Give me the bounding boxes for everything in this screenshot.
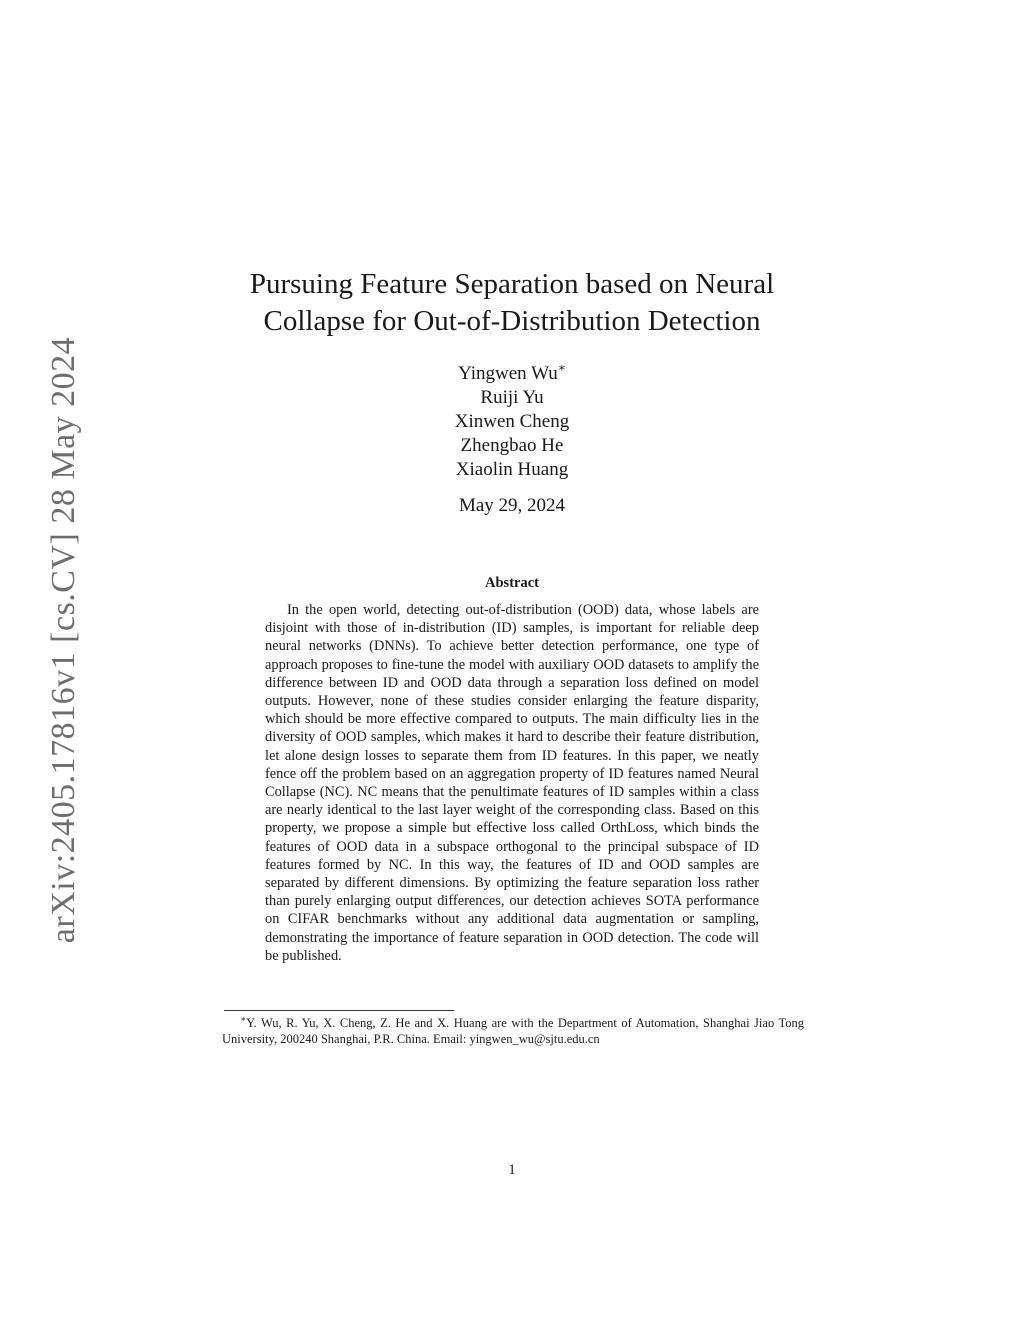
arxiv-identifier-stamp: arXiv:2405.17816v1 [cs.CV] 28 May 2024: [45, 336, 82, 944]
author-footnote-mark: ∗: [557, 360, 566, 375]
author-name-text: Xinwen Cheng: [454, 411, 570, 432]
author-list: [312, 362, 712, 482]
author-name: [312, 434, 712, 458]
author-name: [312, 458, 712, 482]
author-name-text: Ruiji Yu: [480, 387, 544, 408]
publication-date: May 29, 2024: [458, 495, 566, 516]
paper-title-line-2: Collapse for Out-of-Distribution Detection: [263, 305, 761, 337]
paper-title: [200, 266, 824, 340]
author-name: [312, 362, 712, 386]
footnote-mark: ∗: [240, 1013, 247, 1024]
author-name-text: Zhengbao He: [460, 435, 564, 456]
footnote-text: Y. Wu, R. Yu, X. Cheng, Z. He and X. Huang are with the Department of Automation, Shanghai Jiao Tong University, 200240 Shanghai, P.R. China. Email: yingwen_wu@sjtu.edu.cn: [222, 1016, 804, 1046]
footnote-divider: [224, 1010, 454, 1011]
author-name: [312, 410, 712, 434]
page-number: 1: [508, 1162, 516, 1178]
paper-title-line-1: Pursuing Feature Separation based on Neural: [249, 268, 775, 300]
author-affiliation-footnote: [222, 1015, 804, 1047]
abstract-heading: Abstract: [485, 575, 539, 591]
author-name-text: Yingwen Wu: [458, 363, 558, 384]
abstract-text: In the open world, detecting out-of-distribution (OOD) data, whose labels are disjoint with those of in-distribution (ID) samples, is important for reliable deep neural networks (DNNs). To achieve better detection performance, one type of approach proposes to fine-tune the model with auxiliary OOD datasets to amplify the difference between ID and OOD data through a separation loss defined on model outputs. However, none of these studies consider enlarging the feature disparity, which should be more effective compared to outputs. The main difficulty lies in the diversity of OOD samples, which makes it hard to describe their feature distribution, let alone design losses to separate them from ID features. In this paper, we neatly fence off the problem based on an aggregation property of ID features named Neural Collapse (NC). NC means that the penultimate features of ID samples within a class are nearly identical to the last layer weight of the corresponding class. Based on this property, we propose a simple but effective loss called OrthLoss, which binds the features of OOD data in a subspace orthogonal to the principal subspace of ID features formed by NC. In this way, the features of ID and OOD samples are separated by different dimensions. By optimizing the feature separation loss rather than purely enlarging output differences, our detection achieves SOTA performance on CIFAR benchmarks without any additional data augmentation or sampling, demonstrating the importance of feature separation in OOD detection. The code will be published.: [265, 602, 759, 964]
author-name-text: Xiaolin Huang: [455, 459, 569, 480]
author-name: [312, 386, 712, 410]
